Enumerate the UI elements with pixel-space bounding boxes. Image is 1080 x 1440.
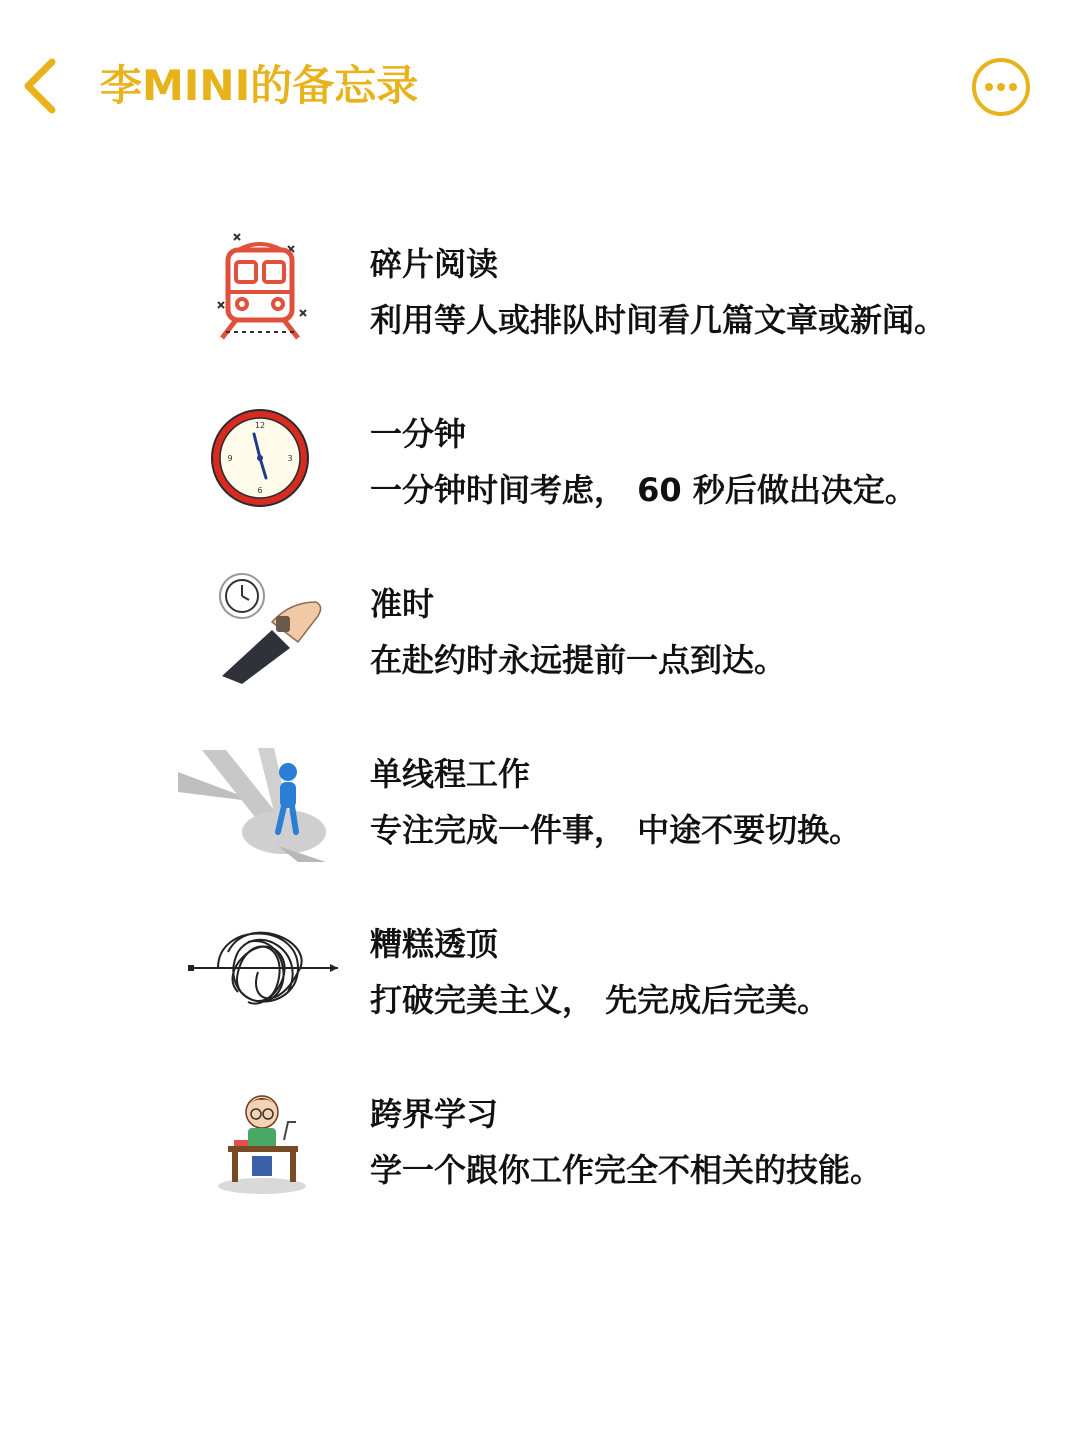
tangled-line-icon: [178, 912, 338, 1032]
item-desc: 专注完成一件事， 中途不要切换。: [370, 811, 862, 849]
item-title: 单线程工作: [370, 755, 531, 793]
svg-text:12: 12: [254, 421, 266, 430]
list-item: [0, 402, 1080, 552]
header: [0, 0, 1080, 180]
item-desc: 利用等人或排队时间看几篇文章或新闻。: [370, 301, 947, 339]
student-desk-icon: [178, 1082, 338, 1202]
more-options-button[interactable]: [970, 56, 1032, 118]
item-title: 一分钟: [370, 415, 467, 453]
item-title: 跨界学习: [370, 1095, 499, 1133]
clock-icon: [178, 402, 338, 522]
list-item: [0, 912, 1080, 1062]
item-desc: 打破完美主义， 先完成后完美。: [370, 981, 830, 1019]
item-title: 碎片阅读: [370, 245, 499, 283]
item-title: 糟糕透顶: [370, 925, 499, 963]
chevron-left-icon: [18, 54, 70, 118]
train-icon: [178, 232, 338, 352]
road-person-icon: [178, 742, 338, 862]
more-dots-icon: [970, 56, 1032, 118]
list-item: [0, 1082, 1080, 1232]
svg-text:9: 9: [227, 454, 233, 463]
back-button[interactable]: [18, 54, 70, 118]
page-title: 李MINI的备忘录: [100, 61, 419, 110]
item-title: 准时: [370, 585, 435, 623]
item-desc: 一分钟时间考虑， 60 秒后做出决定。: [370, 471, 917, 509]
list-item: [0, 232, 1080, 382]
svg-text:3: 3: [287, 454, 293, 463]
list-item: [0, 572, 1080, 722]
item-desc: 在赴约时永远提前一点到达。: [370, 641, 787, 679]
wristwatch-icon: [178, 572, 338, 692]
item-desc: 学一个跟你工作完全不相关的技能。: [370, 1151, 883, 1189]
svg-text:6: 6: [257, 486, 263, 495]
list-item: [0, 742, 1080, 892]
